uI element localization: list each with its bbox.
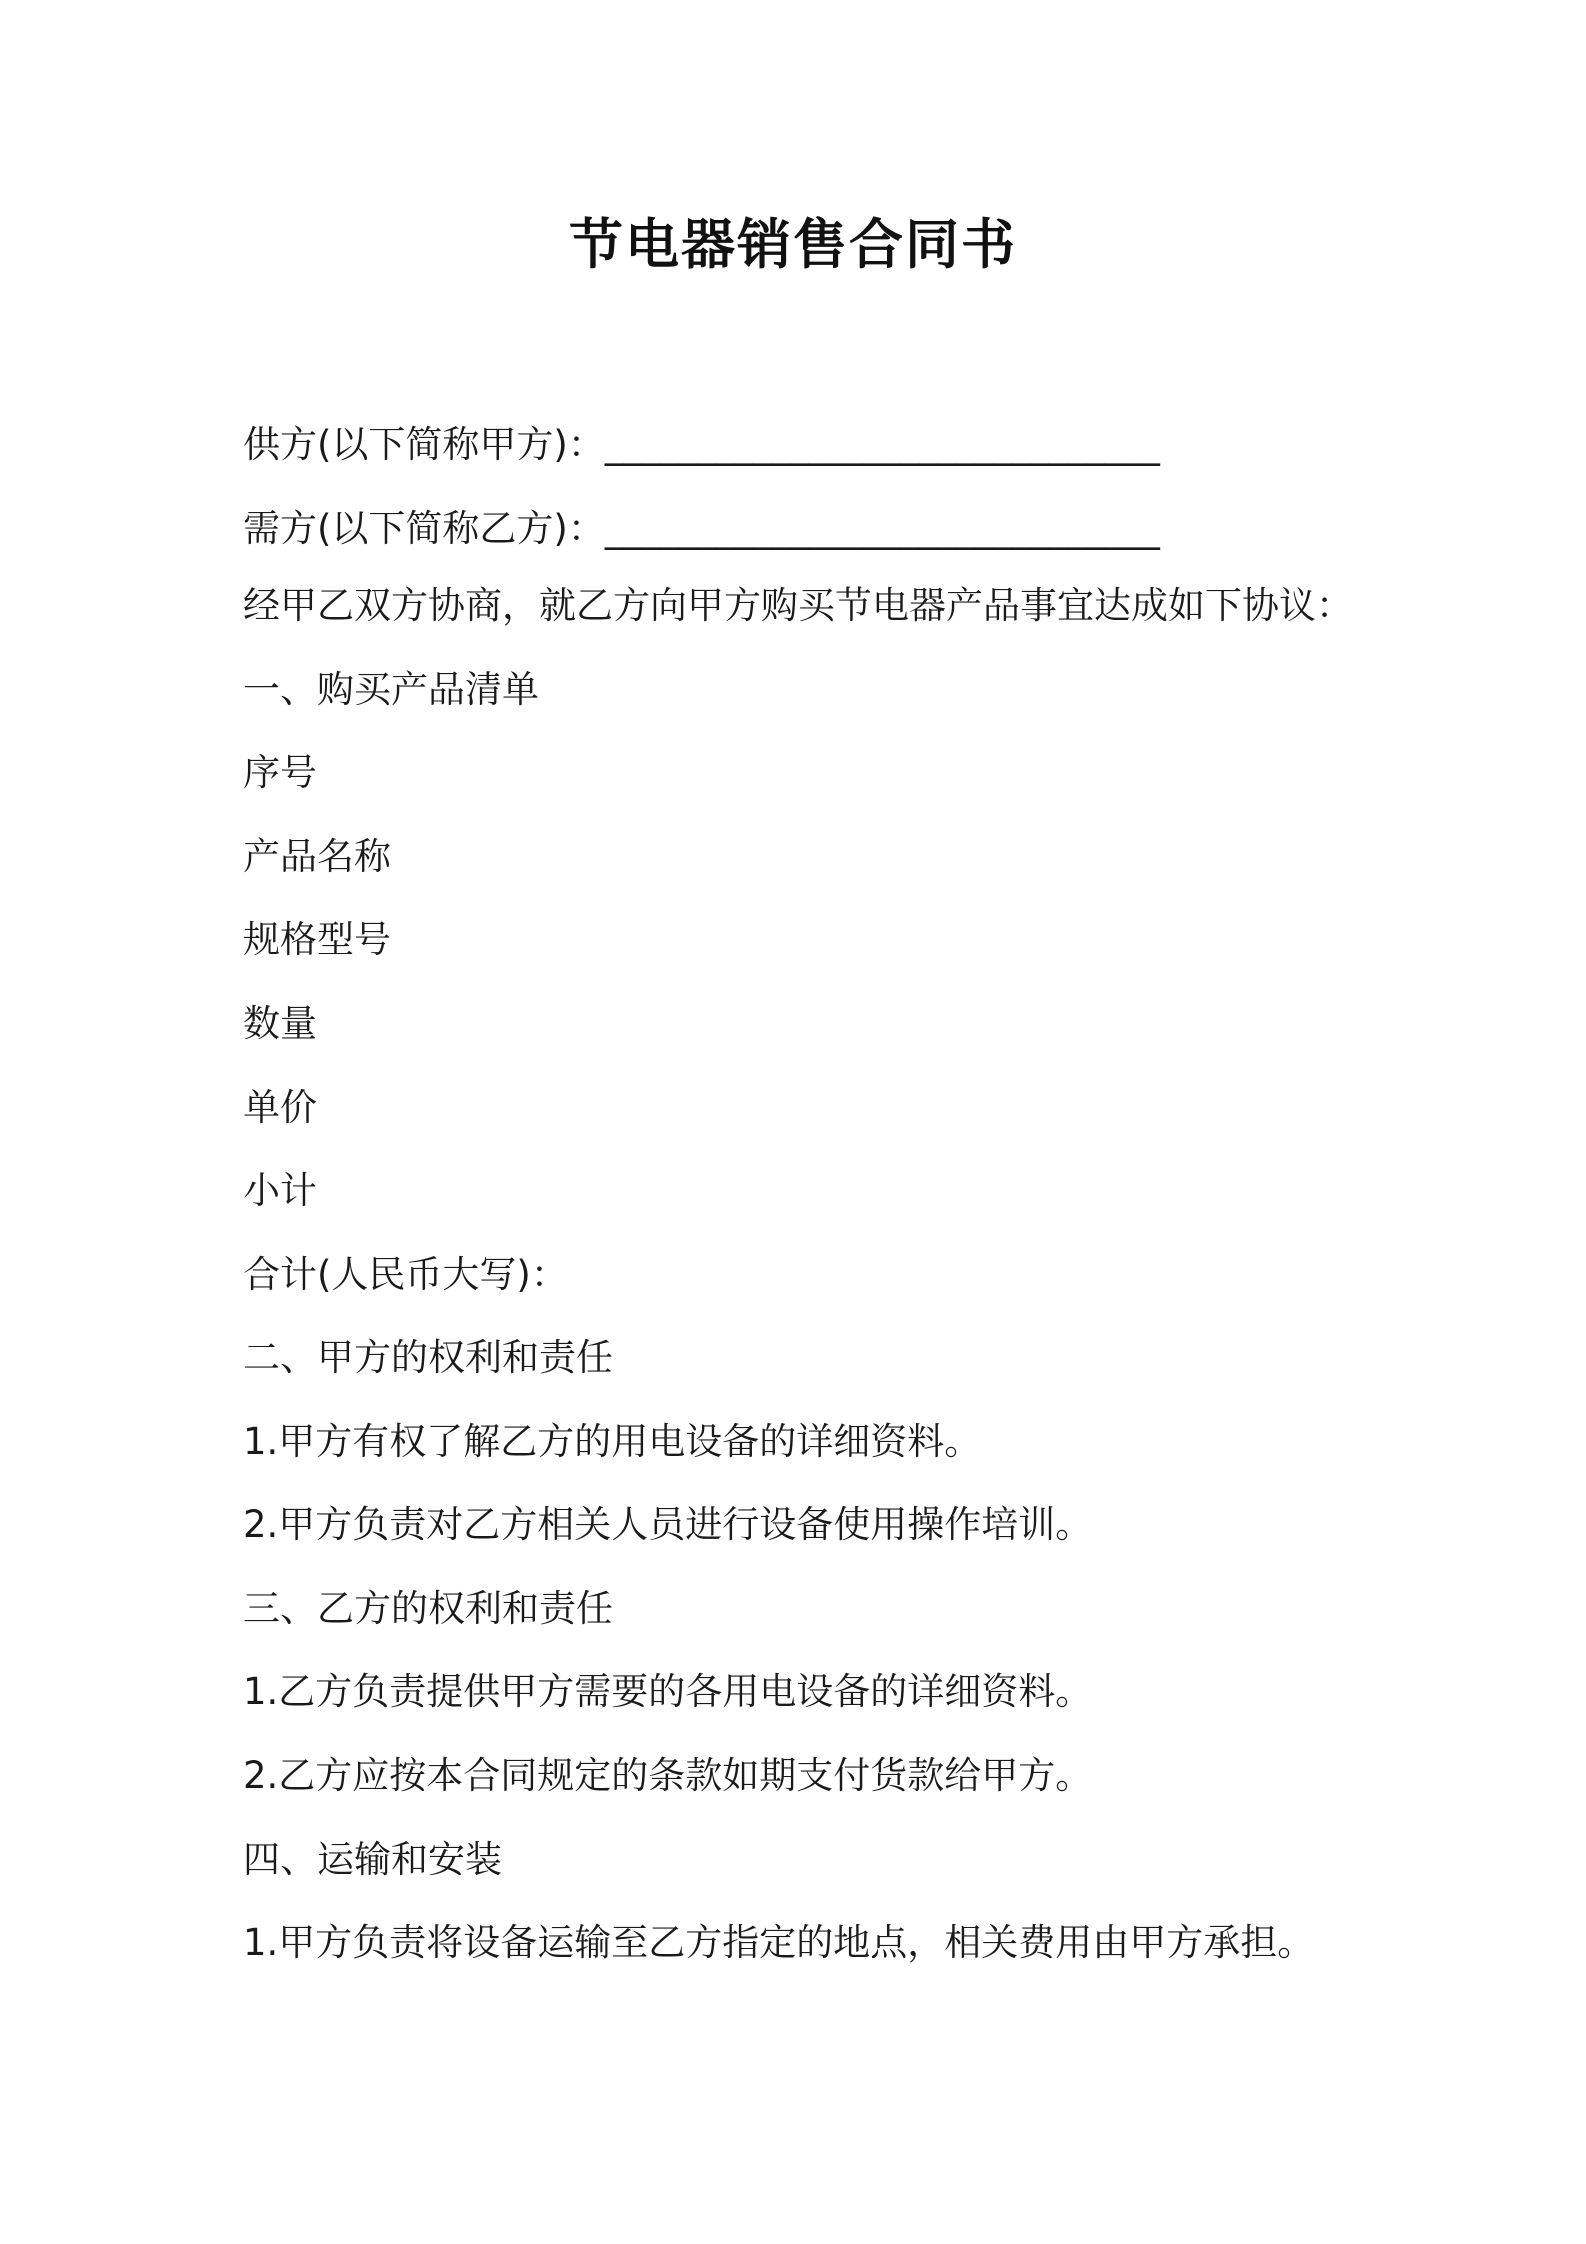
list-item: 规格型号 (243, 918, 391, 961)
list-item: 产品名称 (243, 835, 391, 878)
section-heading-2: 二、甲方的权利和责任 (243, 1336, 613, 1379)
document-title: 节电器销售合同书 (569, 213, 1017, 276)
section-heading-1: 一、购买产品清单 (243, 668, 539, 711)
list-item: 数量 (243, 1002, 317, 1045)
section-heading-4: 四、运输和安装 (243, 1838, 502, 1881)
section-heading-3: 三、乙方的权利和责任 (243, 1587, 613, 1630)
buyer-line: 需方(以下简称乙方)：______________________________ (243, 507, 1160, 550)
list-item: 单价 (243, 1086, 317, 1129)
clause-item: 1.甲方负责将设备运输至乙方指定的地点，相关费用由甲方承担。 (243, 1921, 1315, 1964)
list-item: 序号 (243, 751, 317, 794)
clause-item: 1.甲方有权了解乙方的用电设备的详细资料。 (243, 1420, 982, 1463)
total-amount-line: 合计(人民币大写)： (243, 1253, 568, 1296)
clause-item: 2.乙方应按本合同规定的条款如期支付货款给甲方。 (243, 1754, 1093, 1797)
list-item: 小计 (243, 1169, 317, 1212)
supplier-line: 供方(以下简称甲方)：______________________________ (243, 423, 1160, 466)
agreement-intro: 经甲乙双方协商，就乙方向甲方购买节电器产品事宜达成如下协议： (243, 584, 1353, 627)
clause-item: 2.甲方负责对乙方相关人员进行设备使用操作培训。 (243, 1503, 1093, 1546)
clause-item: 1.乙方负责提供甲方需要的各用电设备的详细资料。 (243, 1670, 1093, 1713)
